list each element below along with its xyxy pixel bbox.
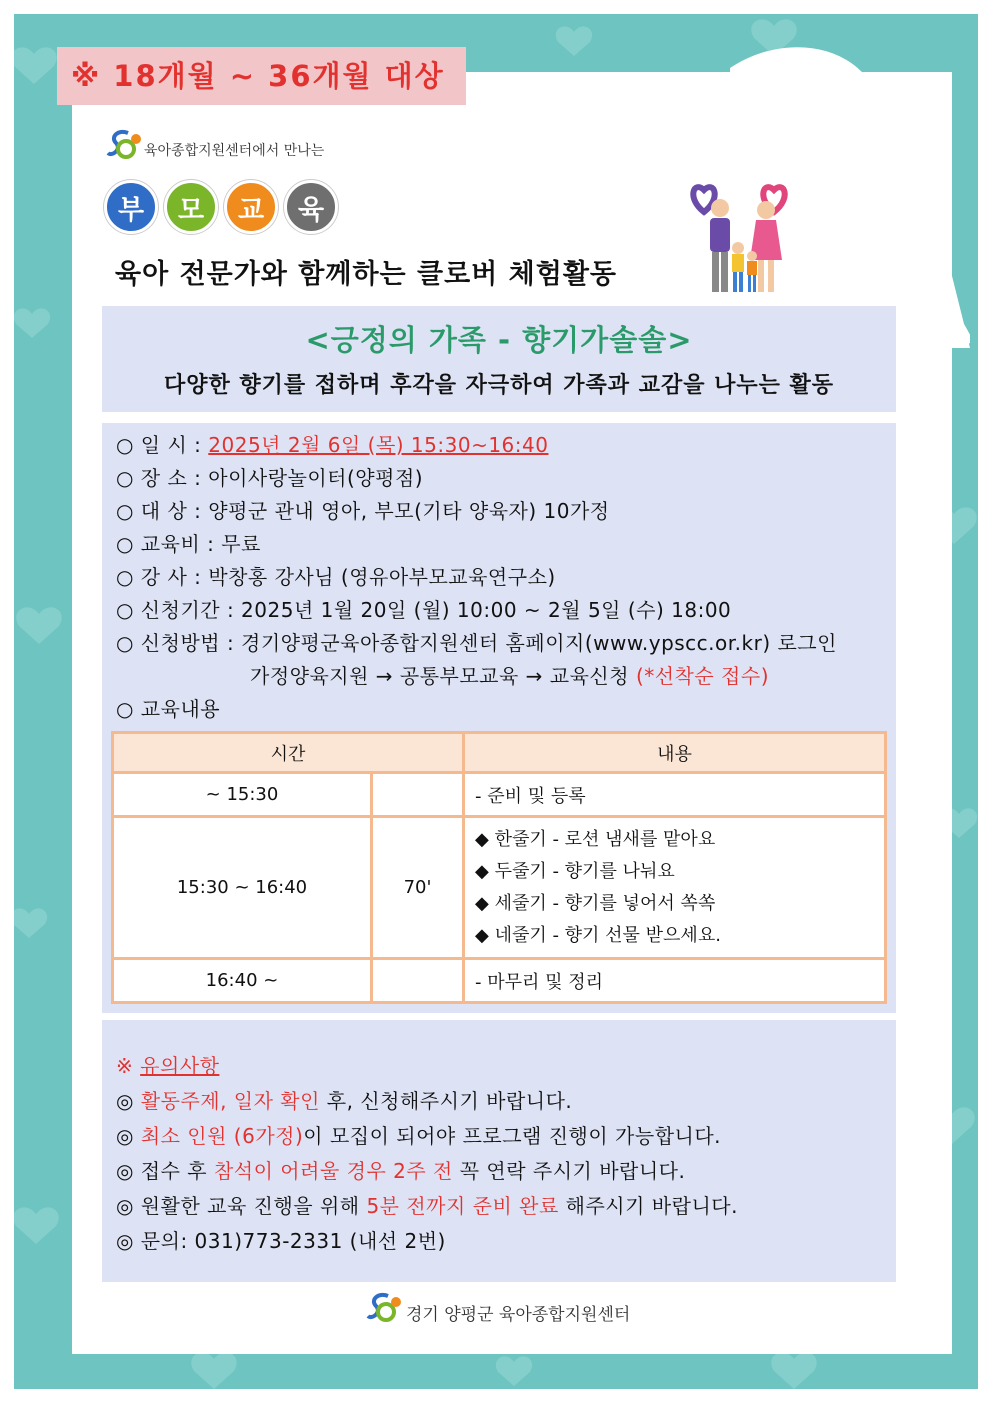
row-content: - 마무리 및 정리 — [464, 959, 886, 1003]
info-place: ○ 장 소 : 아이사랑놀이터(양평점) — [116, 466, 424, 490]
notice-item — [116, 1120, 721, 1149]
footer — [366, 1290, 630, 1326]
notice-text: 후, 신청해주시기 바랍니다. — [319, 1089, 573, 1113]
row-content — [464, 817, 886, 959]
info-method: ○ 신청방법 : 경기양평군육아종합지원센터 홈페이지(www.ypscc.or.kr) 로그인 — [116, 631, 837, 655]
row-time: ~ 15:30 — [113, 773, 372, 817]
date-value: 2025년 2월 6일 (목) 15:30~16:40 — [208, 433, 549, 457]
header-content: 내용 — [464, 733, 886, 773]
table-row — [113, 817, 886, 959]
schedule-table — [111, 731, 887, 1004]
header-time: 시간 — [113, 733, 464, 773]
center-logo-icon — [366, 1290, 402, 1326]
info-period: ○ 신청기간 : 2025년 1월 20일 (월) 10:00 ~ 2월 5일 (수) 18:00 — [116, 598, 732, 622]
notice-title-text: 유의사항 — [140, 1054, 220, 1078]
notice-highlight: 최소 인원 (6가정) — [140, 1124, 304, 1148]
page-headline: 육아 전문가와 함께하는 클로버 체험활동 — [115, 259, 617, 290]
notice-text: ◎ 접수 후 — [116, 1159, 214, 1183]
info-method-path — [250, 660, 769, 689]
tagline-text: 육아종합지원센터에서 만나는 — [144, 143, 325, 159]
brand-tagline — [106, 125, 324, 165]
row-content: - 준비 및 등록 — [464, 773, 886, 817]
method-note: (*선착순 접수) — [635, 664, 770, 688]
notice-text: ◎ 원활한 교육 진행을 위해 — [116, 1194, 367, 1218]
notice-mark: ※ — [116, 1054, 141, 1078]
parent-education-title — [104, 180, 338, 234]
title-bubble: 모 — [164, 180, 218, 234]
target-age-badge: ※ 18개월 ~ 36개월 대상 — [57, 47, 466, 105]
notice-highlight: 5분 전까지 준비 완료 — [366, 1194, 559, 1218]
notice-text: ◎ — [116, 1124, 141, 1148]
info-content-label: ○ 교육내용 — [116, 697, 221, 721]
notice-contact: ◎ 문의: 031)773-2331 (내선 2번) — [116, 1229, 446, 1253]
info-instructor: ○ 강 사 : 박창홍 강사님 (영유아부모교육연구소) — [116, 565, 556, 589]
notice-item — [116, 1155, 685, 1184]
notice-item — [116, 1190, 738, 1219]
title-bubble: 육 — [284, 180, 338, 234]
activity-item: ◆ 두줄기 - 향기를 나눠요 — [475, 860, 675, 882]
row-duration — [372, 773, 464, 817]
footer-org-name: 경기 양평군 육아종합지원센터 — [406, 1304, 631, 1325]
theme-panel — [102, 306, 896, 412]
table-row — [113, 773, 886, 817]
info-fee: ○ 교육비 : 무료 — [116, 532, 261, 556]
notice-text: 해주시기 바랍니다. — [558, 1194, 738, 1218]
row-time: 15:30 ~ 16:40 — [113, 817, 372, 959]
activity-item: ◆ 세줄기 - 향기를 넣어서 쏙쏙 — [475, 892, 716, 914]
title-bubble: 교 — [224, 180, 278, 234]
center-logo-icon — [106, 127, 142, 163]
notice-panel — [102, 1020, 896, 1282]
info-panel — [102, 423, 896, 1013]
row-duration: 70' — [372, 817, 464, 959]
notice-text: 꼭 연락 주시기 바랍니다. — [452, 1159, 686, 1183]
table-header-row — [113, 733, 886, 773]
info-date — [116, 429, 548, 458]
activity-item: ◆ 한줄기 - 로션 냄새를 맡아요 — [475, 828, 716, 850]
theme-title: <긍정의 가족 - 향기가솔솔> — [305, 323, 693, 357]
method-path-text: 가정양육지원 → 공통부모교육 → 교육신청 — [250, 664, 636, 688]
row-duration — [372, 959, 464, 1003]
table-row — [113, 959, 886, 1003]
date-label: ○ 일 시 : — [116, 433, 209, 457]
info-target: ○ 대 상 : 양평군 관내 영아, 부모(기타 양육자) 10가정 — [116, 499, 610, 523]
notice-highlight: 활동주제, 일자 확인 — [140, 1089, 320, 1113]
theme-subtitle: 다양한 향기를 접하며 후각을 자극하여 가족과 교감을 나누는 활동 — [163, 373, 835, 398]
title-bubble: 부 — [104, 180, 158, 234]
activity-item: ◆ 네줄기 - 향기 선물 받으세요. — [475, 924, 721, 946]
notice-item — [116, 1085, 572, 1114]
family-illustration-icon — [690, 178, 800, 298]
notice-highlight: 참석이 어려울 경우 2주 전 — [213, 1159, 453, 1183]
notice-text: 이 모집이 되어야 프로그램 진행이 가능합니다. — [303, 1124, 722, 1148]
notice-text: ◎ — [116, 1089, 141, 1113]
row-time: 16:40 ~ — [113, 959, 372, 1003]
notice-title — [116, 1050, 219, 1079]
